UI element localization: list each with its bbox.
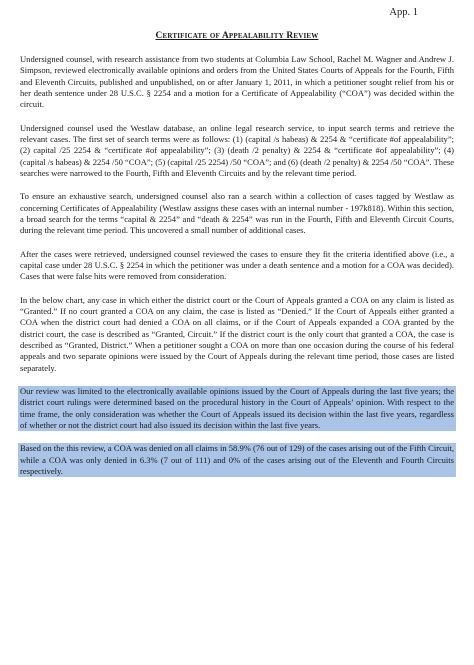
paragraph-exhaustive-search: To ensure an exhaustive search, undersigned counsel also ran a search within a collection of cases tagged by Westlaw as concerning Certificates of Appealability (Westlaw assigns these cases with an internal number - 197k818). Within this section, a broad search for the terms “capital & 2254” and “death & 2254” was run in the Fourth, Fifth and Eleventh Circuit Courts, during the relevant time period. This uncovered a small number of additional cases. xyxy=(20,191,454,236)
paragraph-review-limits-highlighted: Our review was limited to the electronically available opinions issued by the Court of Appeals during the last five years; the district court rulings were determined based on the procedural history in the Court of Appeals’ opinion. With respect to the time frame, the only consideration was whether the Court of Appeals issued its decision within the last five years, regardless of whether or not the district court had also issued its decision within the last five years. xyxy=(20,386,454,430)
document-title: Certificate of Appealability Review xyxy=(155,31,319,41)
paragraph-search-terms: Undersigned counsel used the Westlaw database, an online legal research service, to input search terms and retrieve the relevant cases. The first set of search terms were as follows: (1) (capital /s habeas) & 2254 & “certificate #of appealability”; (2) capital /25 2254 & “certificate #of appealability”; (3) (death /2 penalty) & 2254 & “certificate #of appealability”; (4) (capital /s habeas) & 2254 /50 “COA”; (5) (capital /25 2254) /50 “COA”; and (6) (death /2 penalty) & 2254 /50 “COA”. These searches were narrowed to the Fourth, Fifth and Eleventh Circuits and by the relevant time period. xyxy=(20,122,454,178)
paragraph-case-review: After the cases were retrieved, undersigned counsel reviewed the cases to ensure they fit the criteria identified above (i.e., a capital case under 28 U.S.C. § 2254 in which the petitioner was under a death sentence and a motion for a COA was decided). Cases that were false hits were removed from consideration. xyxy=(20,248,454,282)
paragraph-findings-highlighted: Based on the this review, a COA was denied on all claims in 58.9% (76 out of 129) of the cases arising out of the Fifth Circuit, while a COA was only denied in 6.3% (7 out of 111) and 0% of the cases arising out of the Eleventh and Fourth Circuits respectively. xyxy=(20,443,454,477)
paragraph-chart-explanation: In the below chart, any case in which either the district court or the Court of Appeals granted a COA on any claim is listed as “Granted.” If no court granted a COA on any claim, the case is listed as “Denied.” If the Court of Appeals either granted a COA when the district court had denied a COA on all claims, or if the Court of Appeals expanded a COA granted by the district court, the case is described as “Granted, Circuit.” If the district court is the only court that granted a COA, the case is described as “Granted, District.” When a petitioner sought a COA on more than one occasion during the course of his federal appeals and two separate opinions were issued by the Court of Appeals during the relevant time period, those cases are listed separately. xyxy=(20,294,454,373)
paragraph-research-scope: Undersigned counsel, with research assistance from two students at Columbia Law School, Rachel M. Wagner and Andrew J. Simpson, reviewed electronically available opinions and orders from the United States Courts of Appeals for the Fourth, Fifth and Eleventh Circuits, published and unpublished, on or after January 1, 2011, in which a petitioner sought relief from his or her death sentence under 28 U.S.C. § 2254 and a motion for a Certificate of Appealability (“COA”) was decided within the circuit. xyxy=(20,54,454,110)
page-label: App. 1 xyxy=(389,7,418,18)
